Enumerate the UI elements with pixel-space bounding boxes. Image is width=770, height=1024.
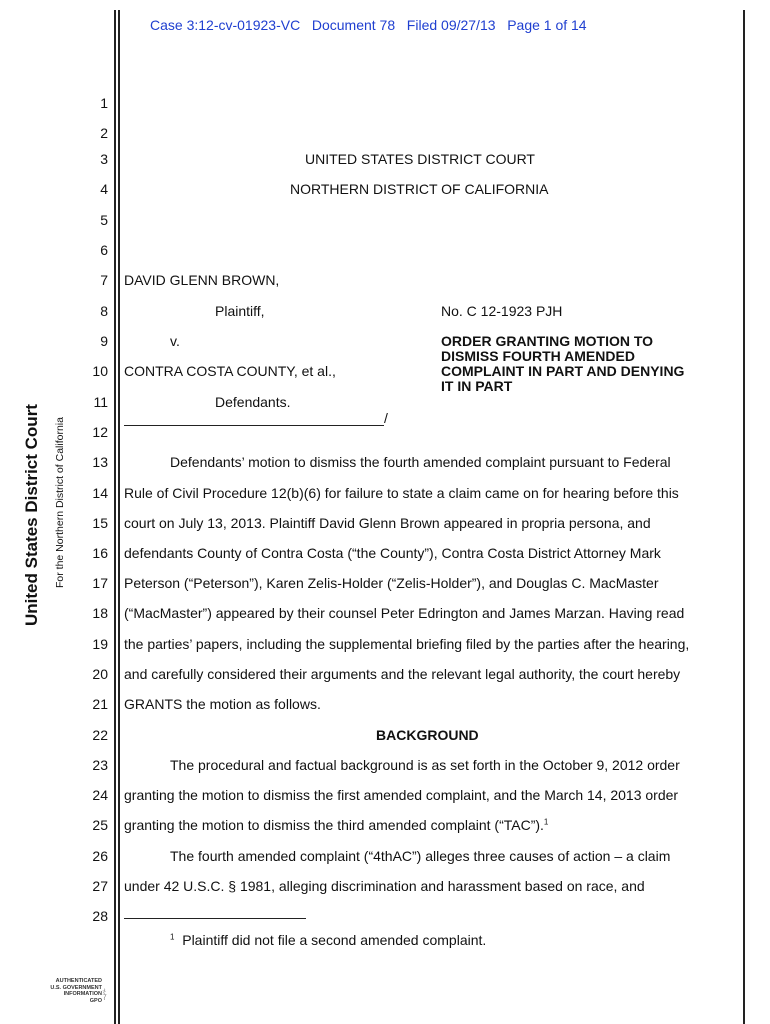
line-number: 19 (92, 636, 108, 652)
line-number: 27 (92, 878, 108, 894)
body-line: defendants County of Contra Costa (“the County”), Contra Costa District Attorney Mark (124, 545, 661, 561)
defendant-name: CONTRA COSTA COUNTY, et al., (124, 363, 336, 379)
line-number: 8 (100, 303, 108, 319)
line-number: 18 (92, 605, 108, 621)
case-header: Case 3:12-cv-01923-VC Document 78 Filed 09/27/13 Page 1 of 14 (150, 17, 587, 33)
footnote-text: Plaintiff did not file a second amended complaint. (182, 932, 487, 948)
line-number: 11 (93, 394, 108, 410)
line-number: 17 (92, 575, 108, 591)
line-number: 28 (92, 908, 108, 924)
court-title: UNITED STATES DISTRICT COURT (305, 151, 535, 167)
right-margin-rule (743, 10, 745, 1024)
line-number: 21 (92, 696, 108, 712)
line-number: 1 (100, 95, 108, 111)
line-number: 10 (92, 363, 108, 379)
body-line: Rule of Civil Procedure 12(b)(6) for failure to state a claim came on for hearing before this (124, 485, 679, 501)
footnote-reference: 1 (543, 817, 549, 827)
order-title-line-1: ORDER GRANTING MOTION TO (441, 333, 654, 349)
line-number: 3 (100, 151, 108, 167)
body-line: GRANTS the motion as follows. (124, 696, 321, 712)
seal-line-2: U.S. GOVERNMENT (50, 984, 102, 991)
body-line: Peterson (“Peterson”), Karen Zelis-Holder (“Zelis-Holder”), and Douglas C. MacMaster (124, 575, 659, 591)
sidebar-court-name: United States District Court (22, 404, 41, 626)
order-title-line-4: IT IN PART (441, 378, 513, 394)
footnote-divider (124, 918, 306, 919)
order-title-line-2: DISMISS FOURTH AMENDED (441, 348, 635, 364)
body-line: court on July 13, 2013. Plaintiff David Glenn Brown appeared in propria persona, and (124, 515, 651, 531)
background-line-text: granting the motion to dismiss the third amended complaint (“TAC”). (124, 817, 544, 833)
background-line: The procedural and factual background is as set forth in the October 9, 2012 order (170, 757, 680, 773)
caption-underline (124, 425, 384, 426)
line-number: 9 (100, 333, 108, 349)
gpo-seal-text (38, 978, 102, 1004)
line-number: 6 (100, 242, 108, 258)
seal-line-4: GPO (89, 997, 102, 1004)
line-number: 4 (100, 181, 108, 197)
left-margin-rule-1 (114, 10, 116, 1024)
line-number: 2 (100, 125, 108, 141)
background-line: under 42 U.S.C. § 1981, alleging discrimination and harassment based on race, and (124, 878, 645, 894)
body-line: and carefully considered their arguments and the relevant legal authority, the court hereby (124, 666, 681, 682)
line-number: 12 (92, 424, 108, 440)
gpo-eagle-icon (100, 974, 130, 1014)
background-line: granting the motion to dismiss the first amended complaint, and the March 14, 2013 order (124, 787, 679, 803)
plaintiff-name: DAVID GLENN BROWN, (124, 272, 280, 288)
line-number: 24 (92, 787, 108, 803)
line-number: 5 (100, 212, 108, 228)
section-heading: BACKGROUND (376, 727, 479, 743)
line-number: 22 (92, 727, 108, 743)
sidebar-district-name: For the Northern District of California (54, 417, 66, 588)
line-number: 16 (92, 545, 108, 561)
line-number: 13 (92, 454, 108, 470)
case-number: No. C 12-1923 PJH (441, 303, 563, 319)
line-number: 7 (100, 272, 108, 288)
defendant-role: Defendants. (215, 394, 291, 410)
seal-line-1: AUTHENTICATED (55, 978, 102, 984)
line-number: 15 (92, 515, 108, 531)
plaintiff-role: Plaintiff, (215, 303, 265, 319)
body-line: Defendants’ motion to dismiss the fourth amended complaint pursuant to Federal (170, 454, 671, 470)
order-title-line-3: COMPLAINT IN PART AND DENYING (441, 363, 685, 379)
body-line: (“MacMaster”) appeared by their counsel Peter Edrington and James Marzan. Having read (124, 605, 685, 621)
caption-slash: / (384, 410, 388, 426)
line-number: 25 (92, 817, 108, 833)
district-title: NORTHERN DISTRICT OF CALIFORNIA (290, 181, 549, 197)
background-line (124, 817, 548, 833)
footnote (170, 932, 486, 948)
background-line: The fourth amended complaint (“4thAC”) alleges three causes of action – a claim (170, 848, 671, 864)
line-number: 14 (92, 485, 108, 501)
footnote-number: 1 (170, 932, 175, 942)
line-number: 26 (92, 848, 108, 864)
line-number: 20 (92, 666, 108, 682)
versus: v. (170, 333, 180, 349)
left-margin-rule-2 (118, 10, 120, 1024)
body-line: the parties’ papers, including the supplemental briefing filed by the parties after the hearing, (124, 636, 690, 652)
line-number: 23 (92, 757, 108, 773)
seal-line-3: INFORMATION (63, 991, 102, 997)
